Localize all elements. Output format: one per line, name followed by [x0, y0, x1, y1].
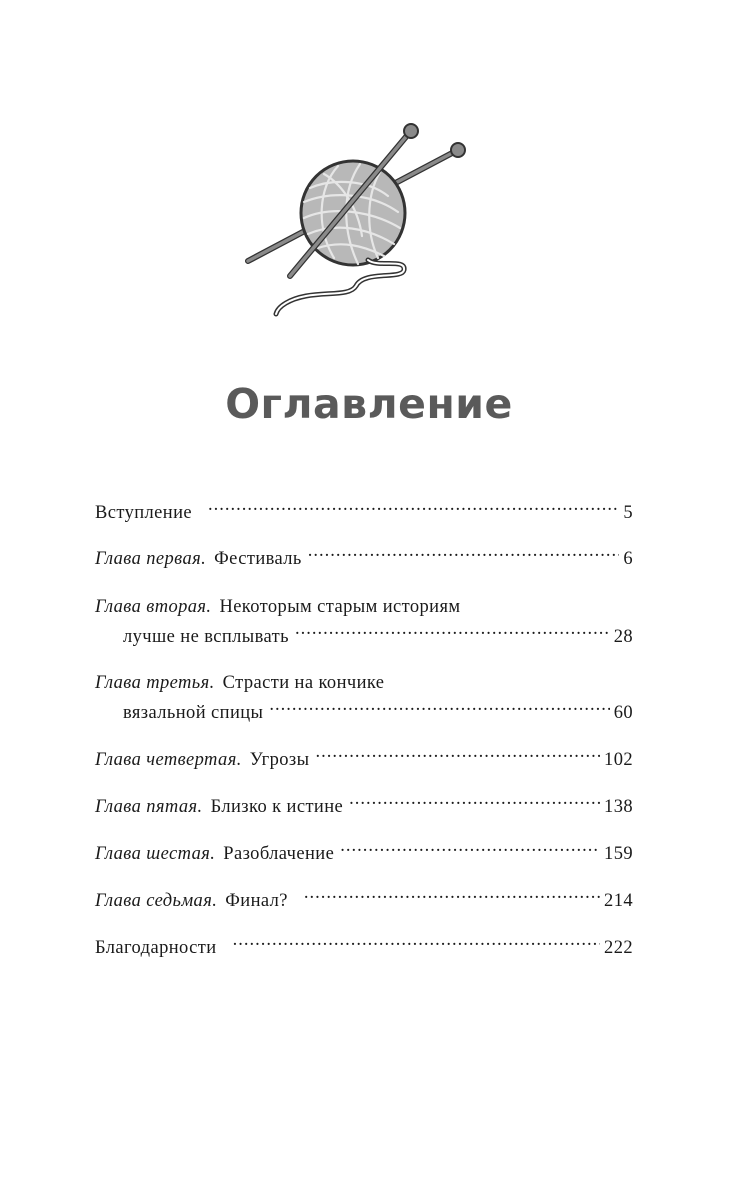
toc-entry-title: Вступление	[95, 503, 192, 523]
toc-entry-title: Угрозы	[249, 750, 310, 770]
yarn-ball-icon	[238, 118, 478, 324]
toc-entry-title-continued: лучше не всплывать	[123, 627, 289, 647]
dot-leader	[269, 700, 609, 719]
toc-chapter-label: Глава седьмая.	[95, 891, 218, 911]
toc-entry-title: Близко к истине	[210, 797, 344, 817]
toc-page-number: 6	[623, 549, 633, 569]
dot-leader	[349, 794, 600, 813]
toc-entry-chapter-2[interactable]	[95, 592, 633, 652]
table-of-contents	[95, 498, 633, 963]
toc-chapter-label: Глава вторая.	[95, 597, 212, 617]
toc-page-number: 102	[604, 750, 633, 770]
page-title: Оглавление	[225, 380, 513, 428]
dot-leader	[315, 747, 600, 766]
toc-chapter-label: Глава первая.	[95, 549, 207, 569]
dot-leader	[308, 546, 620, 565]
toc-page-number: 138	[604, 797, 633, 817]
toc-page-number: 222	[604, 938, 633, 958]
toc-chapter-label: Глава четвертая.	[95, 750, 242, 770]
toc-entry-title: Благодарности	[95, 938, 217, 958]
toc-entry-title-continued: вязальной спицы	[123, 703, 264, 723]
toc-page-number: 214	[604, 891, 633, 911]
toc-entry-title: Разоблачение	[223, 844, 335, 864]
toc-entry-chapter-4[interactable]	[95, 745, 633, 775]
toc-entry-chapter-5[interactable]	[95, 792, 633, 822]
toc-page-number: 159	[604, 844, 633, 864]
toc-page-number: 60	[613, 703, 633, 723]
toc-entry-chapter-6[interactable]	[95, 839, 633, 869]
dot-leader	[233, 935, 600, 954]
toc-entry-acknowledgements[interactable]	[95, 933, 633, 963]
toc-entry-chapter-3[interactable]	[95, 668, 633, 728]
toc-entry-chapter-1[interactable]	[95, 544, 633, 574]
toc-chapter-label: Глава третья.	[95, 673, 215, 693]
dot-leader	[340, 841, 600, 860]
yarn-ball	[301, 161, 405, 265]
dot-leader	[295, 624, 610, 643]
toc-chapter-label: Глава пятая.	[95, 797, 203, 817]
toc-entry-title: Финал?	[225, 891, 288, 911]
toc-page-number: 28	[613, 627, 633, 647]
toc-chapter-label: Глава шестая.	[95, 844, 216, 864]
toc-entry-title: Фестиваль	[214, 549, 302, 569]
toc-page-number: 5	[623, 503, 633, 523]
toc-entry-introduction[interactable]	[95, 498, 633, 528]
toc-entry-title: Некоторым старым историям	[219, 597, 461, 617]
dot-leader	[208, 500, 619, 519]
toc-entry-chapter-7[interactable]	[95, 886, 633, 916]
toc-entry-title: Страсти на кончике	[222, 673, 385, 693]
dot-leader	[304, 888, 600, 907]
